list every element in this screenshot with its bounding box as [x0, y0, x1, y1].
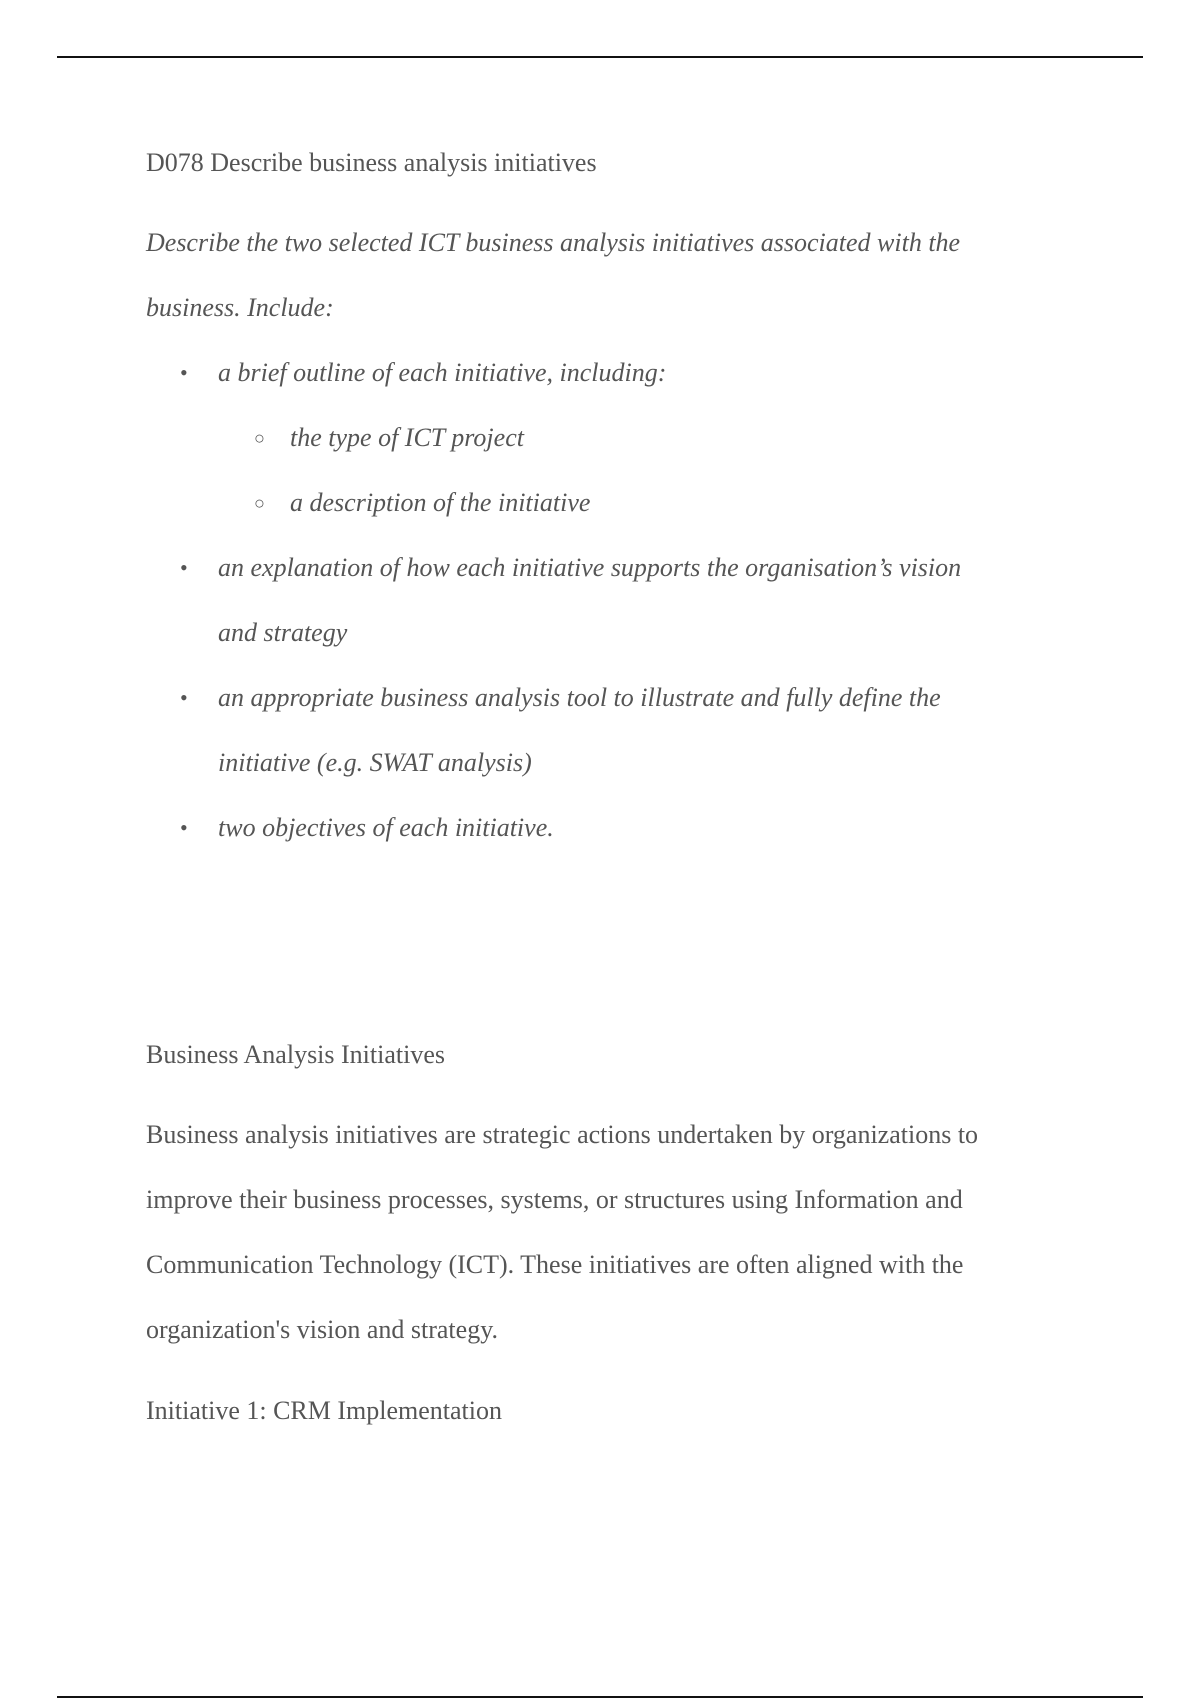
- prompt-bullet-2-line-1: an explanation of how each initiative supports the organisation’s vision: [218, 553, 962, 582]
- paragraph-line: Business analysis initiatives are strategic actions undertaken by organizations to: [146, 1120, 979, 1149]
- paragraph-line: organization's vision and strategy.: [146, 1315, 499, 1344]
- section-heading: Business Analysis Initiatives: [146, 1040, 445, 1069]
- prompt-bullet-4: two objectives of each initiative.: [218, 813, 554, 842]
- bullet-icon: •: [180, 815, 188, 840]
- initiative-heading: Initiative 1: CRM Implementation: [146, 1396, 503, 1425]
- prompt-bullet-3-line-2: initiative (e.g. SWAT analysis): [218, 748, 532, 777]
- bullet-icon: •: [180, 360, 188, 385]
- sub-bullet-icon: ○: [254, 493, 265, 513]
- bullet-icon: •: [180, 555, 188, 580]
- paragraph-line: Communication Technology (ICT). These initiatives are often aligned with the: [146, 1250, 964, 1279]
- sub-bullet-icon: ○: [254, 428, 265, 448]
- prompt-bullet-1: a brief outline of each initiative, including:: [218, 358, 667, 387]
- paragraph-line: improve their business processes, systems, or structures using Information and: [146, 1185, 963, 1214]
- header-rule: [57, 56, 1143, 58]
- page-title: D078 Describe business analysis initiatives: [146, 148, 597, 177]
- prompt-intro-line-1: Describe the two selected ICT business analysis initiatives associated with the: [146, 228, 961, 257]
- prompt-bullet-3-line-1: an appropriate business analysis tool to illustrate and fully define the: [218, 683, 941, 712]
- footer-rule: [57, 1696, 1143, 1698]
- bullet-icon: •: [180, 685, 188, 710]
- prompt-intro-line-2: business. Include:: [146, 293, 334, 322]
- prompt-sub-bullet-1: the type of ICT project: [290, 423, 524, 452]
- prompt-sub-bullet-2: a description of the initiative: [290, 488, 591, 517]
- prompt-bullet-2-line-2: and strategy: [218, 618, 348, 647]
